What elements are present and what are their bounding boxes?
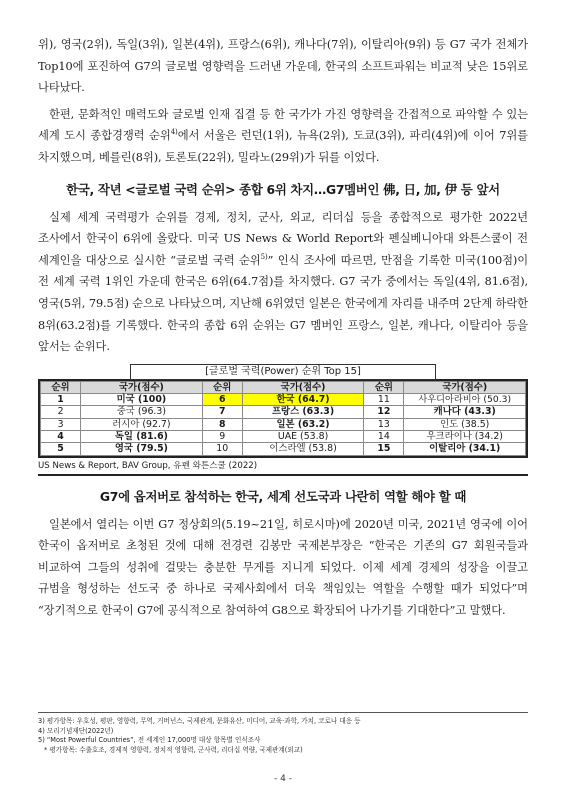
footnote-ref-4[interactable]: 4): [170, 128, 178, 137]
table-cell: 14: [364, 430, 404, 442]
table-cell: 10: [202, 443, 242, 455]
table-cell: 15: [364, 443, 404, 455]
table-cell: 영국 (79.5): [81, 443, 203, 455]
table-frame: [38, 379, 528, 458]
table-source: US News & Report, BAV Group, 유펜 와튼스쿨 (2022): [38, 460, 258, 471]
column-header: 국가(점수): [81, 381, 203, 393]
table-cell: 러시아 (92.7): [81, 418, 203, 430]
table-cell: 13: [364, 418, 404, 430]
table-cell: 중국 (96.3): [81, 406, 203, 418]
power-ranking-table: [40, 381, 526, 456]
table-cell: 1: [41, 394, 81, 406]
section-heading-national-power: 한국, 작년 <글로벌 국력 순위> 종합 6위 차지…G7멤버인 佛, 日, 加, 伊 등 앞서: [66, 181, 500, 197]
footnote-5-detail: * 평가항목: 수출호조, 경제적 영향력, 정치적 영향력, 군사력, 리더십 역량, 국제관계(외교): [44, 745, 303, 754]
table-cell: 이스라엘 (53.8): [242, 443, 364, 455]
paragraph-text: 실제 세계 국력평가 순위를 경제, 정치, 군사, 외교, 리더십 등을 종합적으로 평가한 2022년 조사에서 한국이 6위에 올랐다. 미국 US News & World Report와 펜실베니아대 와튼스쿨이 전 세계인을 대상으로 실시한 “글로벌 국력 순위: [38, 210, 528, 267]
column-header: 순위: [202, 381, 242, 393]
table-row: [41, 406, 526, 418]
table-cell: 우크라이나 (34.2): [404, 430, 526, 442]
footnote-ref-5[interactable]: 5): [260, 252, 268, 261]
table-cell: UAE (53.8): [242, 430, 364, 442]
paragraph-g7-observer: 일본에서 열리는 이번 G7 정상회의(5.19~21일, 히로시마)에 2020년 미국, 2021년 영국에 이어 한국이 옵저버로 초청된 것에 대해 전경련 김봉만 국제본부장은 “한국은 기존의 G7 회원국들과 비교하여 그들의 성취에 걸맞는 충분한 무게를 지니게 되었다. 이제 세계 경제의 성장을 이끌고 규범을 형성하는 선도국 중 하나로 국제사회에서 더욱 책임있는 역할을 수행할 때가 되었다”며 “장기적으로 한국이 G7에 공식적으로 참여하여 G8으로 확장되어 나가기를 기대한다”고 말했다.: [38, 517, 528, 617]
section-heading-g7-observer: G7에 옵저버로 참석하는 한국, 세계 선도국과 나란히 역할 해야 할 때: [99, 488, 467, 504]
table-header-row: [41, 381, 526, 393]
footnotes: [38, 712, 528, 755]
paragraph-national-power: [38, 207, 528, 358]
column-header: 국가(점수): [242, 381, 364, 393]
table-divider: [38, 474, 528, 476]
table-cell-highlight: 6: [202, 394, 242, 406]
paragraph-text: 한편, 문화적인 매력도와 글로벌 인재 집결 등 한 국가가 가진 영향력을 간접적으로 파악할 수 있는 세계 도시 종합경쟁력 순위: [38, 107, 528, 143]
document-body: [38, 34, 528, 621]
table-cell: 2: [41, 406, 81, 418]
table-title: [글로벌 국력(Power) 순위 Top 15]: [130, 364, 436, 380]
table-cell: 5: [41, 443, 81, 455]
table-cell: 7: [202, 406, 242, 418]
table-cell: 8: [202, 418, 242, 430]
table-row: [41, 394, 526, 406]
power-ranking-table-block: [38, 364, 528, 476]
paragraph-text: 에서 서울은 런던(1위), 뉴욕(2위), 도쿄(3위), 파리(4위)에 이어 7위를 차지했으며, 베를린(8위), 토론토(22위), 밀라노(29위)가 뒤를 이었다.: [38, 129, 528, 164]
column-header: 순위: [364, 381, 404, 393]
table-cell-highlight: 한국 (64.7): [242, 394, 364, 406]
footnote-3: 3) 평가항목: 우호성, 평판, 영향력, 무역, 거버넌스, 국제관계, 문화유산, 미디어, 교육·과학, 가치, 코로나 대응 등: [38, 717, 361, 725]
table-row: [41, 430, 526, 442]
table-cell: 11: [364, 394, 404, 406]
table-cell: 4: [41, 430, 81, 442]
table-cell: 인도 (38.5): [404, 418, 526, 430]
table-cell: 프랑스 (63.3): [242, 406, 364, 418]
column-header: 국가(점수): [404, 381, 526, 393]
paragraph-city-competitiveness: [38, 104, 528, 169]
table-cell: 9: [202, 430, 242, 442]
page-number: - 4 -: [274, 774, 292, 784]
table-cell: 사우디아라비아 (50.3): [404, 394, 526, 406]
table-cell: 이탈리아 (34.1): [404, 443, 526, 455]
footnote-5: 5) “Most Powerful Countries”, 전 세계인 17,000명 대상 항목별 인식조사: [38, 736, 261, 745]
paragraph-text: ” 인식 조사에 따르면, 만점을 기록한 미국(100점)이 전 세계 국력 1위인 가운데 한국은 6위(64.7점)를 차지했다. G7 국가 중에서는 독일(4위, 81.6점), 영국(5위, 79.5점) 순으로 나타났으며, 지난해 6위였던 일본은 한국에게 자리를 내주며 2단계 하락한 8위(63.2점)를 기록했다. 한국의 종합 6위 순위는 G7 멤버인 프랑스, 일본, 캐나다, 이탈리아 등을 앞서는 순위다.: [38, 253, 529, 354]
table-row: [41, 443, 526, 455]
footnote-4: 4) 모리기념재단(2022년): [38, 726, 114, 735]
table-cell: 미국 (100): [81, 394, 203, 406]
table-cell: 일본 (63.2): [242, 418, 364, 430]
paragraph-soft-power: 위), 영국(2위), 독일(3위), 일본(4위), 프랑스(6위), 캐나다(7위), 이탈리아(9위) 등 G7 국가 전체가 Top10에 포진하여 G7의 글로벌 영향력을 드러낸 가운데, 한국의 소프트파워는 비교적 낮은 15위로 나타났다.: [38, 38, 528, 95]
table-cell: 캐나다 (43.3): [404, 406, 526, 418]
table-cell: 3: [41, 418, 81, 430]
table-cell: 독일 (81.6): [81, 430, 203, 442]
column-header: 순위: [41, 381, 81, 393]
table-row: [41, 418, 526, 430]
table-cell: 12: [364, 406, 404, 418]
